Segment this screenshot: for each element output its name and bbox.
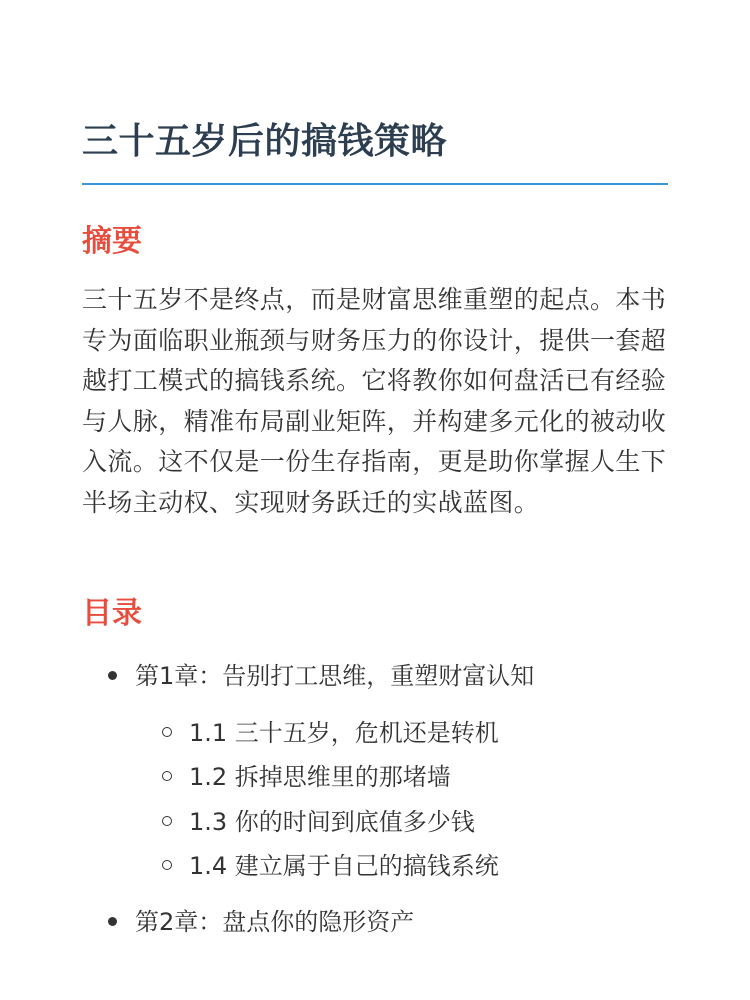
toc-heading: 目录 xyxy=(82,596,142,631)
abstract-text: 三十五岁不是终点，而是财富思维重塑的起点。本书专为面临职业瓶颈与财务压力的你设计，提供一套超越打工模式的搞钱系统。它将教你如何盘活已有经验与人脉，精准布局副业矩阵，并构建多元化的被动收入流。这不仅是一份生存指南，更是助你掌握人生下半场主动权、实现财务跃迁的实战蓝图。 xyxy=(82,285,667,517)
filled-bullet-icon xyxy=(108,671,117,680)
title-divider xyxy=(82,183,668,185)
toc-section-label: 1.4 建立属于自己的搞钱系统 xyxy=(189,852,499,880)
document-title: 三十五岁后的搞钱策略 xyxy=(82,121,448,162)
toc-section-label: 1.3 你的时间到底值多少钱 xyxy=(189,808,475,836)
abstract-heading: 摘要 xyxy=(82,224,142,259)
filled-bullet-icon xyxy=(108,917,117,926)
hollow-bullet-icon xyxy=(162,816,172,826)
hollow-bullet-icon xyxy=(162,860,172,870)
toc-section-label: 1.1 三十五岁，危机还是转机 xyxy=(189,719,499,747)
hollow-bullet-icon xyxy=(162,727,172,737)
toc-section-label: 1.2 拆掉思维里的那堵墙 xyxy=(189,763,451,791)
hollow-bullet-icon xyxy=(162,771,172,781)
toc-chapter-2-label: 第2章：盘点你的隐形资产 xyxy=(135,908,415,936)
toc-chapter-1-label: 第1章：告别打工思维，重塑财富认知 xyxy=(135,662,535,690)
